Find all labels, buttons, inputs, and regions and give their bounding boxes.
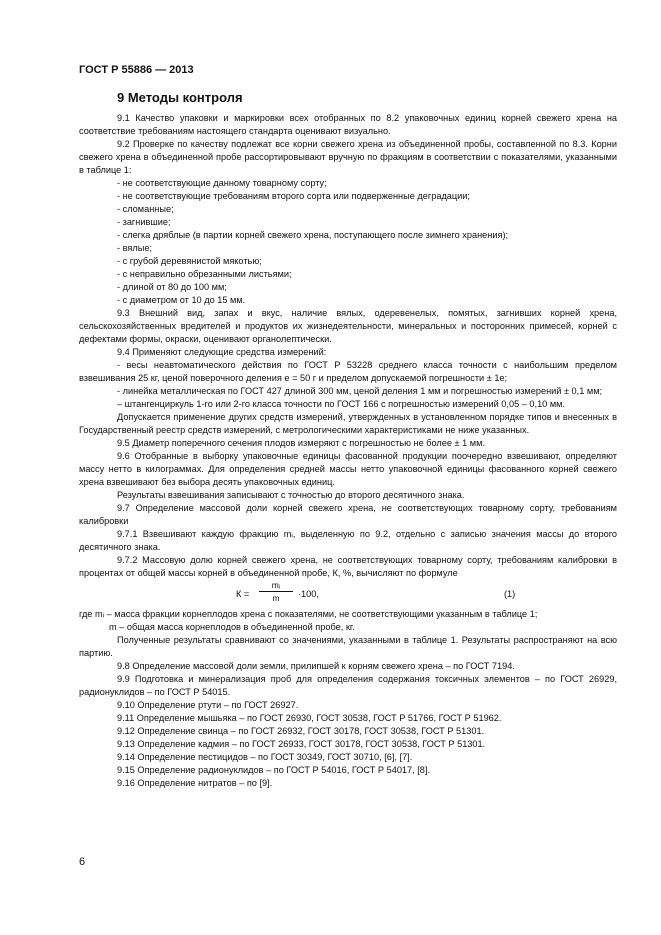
paragraph-9-7-2: 9.7.2 Массовую долю корней свежего хрена, не соответствующих товарному сорту, требованиям калибровки в процентах от общей массы корней в объединенной пробе, К, %, вычисляют по формуле xyxy=(79,555,617,578)
measure-item: - линейка металлическая по ГОСТ 427 длиной 300 мм, ценой деления 1 мм и погрешностью измерений ± 0,1 мм; xyxy=(117,386,603,396)
paragraph-9-2: 9.2 Проверке по качеству подлежат все корни свежего хрена из объединенной пробы, составленной по 8.3. Корни свежего хрена в объединенной пробе рассортировывают вручную по фракциям в соответствии с показателями, указанными в таблице 1: xyxy=(79,139,617,175)
paragraph-9-8: 9.8 Определение массовой доли земли, прилипшей к корням свежего хрена – по ГОСТ 7194. xyxy=(117,661,515,671)
paragraph-9-3: 9.3 Внешний вид, запах и вкус, наличие вялых, одеревенелых, помятых, загнивших корней хрена, сельскохозяйственных вредителей и продуктов их жизнедеятельности, минеральных и посторонних примесей, корней с дефектами формы, окраски, оценивают органолептически. xyxy=(79,308,617,344)
formula xyxy=(79,580,617,608)
formula-denominator: m xyxy=(272,593,280,603)
formula-fraction xyxy=(259,580,293,603)
list-item: - вялые; xyxy=(117,243,152,253)
formula-numerator: mᵢ xyxy=(271,580,281,590)
document-body xyxy=(79,112,617,790)
page-number: 6 xyxy=(79,856,86,868)
list-item: 9.14 Определение пестицидов – по ГОСТ 30349, ГОСТ 30710, [6], [7]. xyxy=(117,752,413,762)
paragraph-alt-instruments: Допускается применение других средств измерений, утвержденных в установленном порядке типов и внесенных в Государственный реестр средств измерений, с метрологическими характеристиками не ниже указанных. xyxy=(79,412,617,435)
formula-multiplier: ·100, xyxy=(298,589,319,599)
paragraph-results: Полученные результаты сравнивают со значениями, указанными в таблице 1. Результаты распространяют на всю партию. xyxy=(79,635,617,658)
list-item: 9.11 Определение мышьяка – по ГОСТ 26930, ГОСТ 30538, ГОСТ Р 51766, ГОСТ Р 51962. xyxy=(117,713,502,723)
list-item: 9.15 Определение радионуклидов – по ГОСТ Р 54016, ГОСТ Р 54017, [8]. xyxy=(117,765,431,775)
list-item: - сломанные; xyxy=(117,204,174,214)
paragraph-9-4: 9.4 Применяют следующие средства измерений: xyxy=(117,347,327,357)
where-m: m – общая масса корнеплодов в объединенной пробе, кг. xyxy=(109,622,355,632)
list-item: - длиной от 80 до 100 мм; xyxy=(117,282,227,292)
list-item: - загнившие; xyxy=(117,217,171,227)
list-item: - с неправильно обрезанными листьями; xyxy=(117,269,292,279)
list-item: 9.13 Определение кадмия – по ГОСТ 26933, ГОСТ 30178, ГОСТ 30538, ГОСТ Р 51301. xyxy=(117,739,486,749)
paragraph-9-5: 9.5 Диаметр поперечного сечения плодов измеряют с погрешностью не более ± 1 мм. xyxy=(117,438,485,448)
list-item: 9.16 Определение нитратов – по [9]. xyxy=(117,778,273,788)
fraction-bar xyxy=(259,591,293,592)
list-item: - слегка дряблые (в партии корней свежего хрена, поступающего после зимнего хранения); xyxy=(117,230,509,240)
list-item: - с грубой деревянистой мякотью; xyxy=(117,256,262,266)
where-mi: где mᵢ – масса фракции корнеплодов хрена с показателями, не соответствующими указанным в таблице 1; xyxy=(79,609,538,619)
paragraph-9-6: 9.6 Отобранные в выборку упаковочные единицы фасованной продукции поочередно взвешивают, определяют массу нетто в килограммах. Для определения средней массы нетто упаковочной единицы фасованного корней свежего хрена взвешивают без выбора десять упаковочных единиц. xyxy=(79,451,617,487)
paragraph-9-1: 9.1 Качество упаковки и маркировки всех отобранных по 8.2 упаковочных единиц корней свежего хрена на соответствие требованиям настоящего стандарта оценивают визуально. xyxy=(79,113,617,136)
formula-lhs: К = xyxy=(236,589,250,599)
list-item: 9.10 Определение ртути – по ГОСТ 26927. xyxy=(117,700,299,710)
paragraph-9-9: 9.9 Подготовка и минерализация проб для определения содержания токсичных элементов – по ГОСТ 26929, радионуклидов – по ГОСТ Р 54015. xyxy=(79,674,617,697)
list-item: 9.12 Определение свинца – по ГОСТ 26932, ГОСТ 30178, ГОСТ 30538, ГОСТ Р 51301. xyxy=(117,726,485,736)
paragraph-weighing-results: Результаты взвешивания записывают с точностью до второго десятичного знака. xyxy=(117,490,465,500)
document-header: ГОСТ Р 55886 — 2013 xyxy=(79,64,194,76)
paragraph-9-7-1: 9.7.1 Взвешивают каждую фракцию mᵢ, выделенную по 9.2, отдельно с записью значения массы до второго десятичного знака. xyxy=(79,529,617,552)
measure-item: – штангенциркуль 1-го или 2-го класса точности по ГОСТ 166 с погрешностью измерений 0,05 – 0,10 мм. xyxy=(117,399,566,409)
list-item: - с диаметром от 10 до 15 мм. xyxy=(117,295,246,305)
section-title: 9 Методы контроля xyxy=(117,90,243,105)
formula-number: (1) xyxy=(504,589,516,599)
list-item: - не соответствующие данному товарному сорту; xyxy=(117,178,327,188)
measure-item: - весы неавтоматического действия по ГОСТ Р 53228 среднего класса точности с наибольшим пределом взвешивания 25 кг, ценой поверочного деления е = 50 г и пределом допускаемой погрешности ± 1е; xyxy=(79,360,617,383)
list-item: - не соответствующие требованиям второго сорта или подверженные деградации; xyxy=(117,191,470,201)
paragraph-9-7: 9.7 Определение массовой доли корней свежего хрена, не соответствующих товарному сорту, требованиям калибровки xyxy=(79,503,617,526)
